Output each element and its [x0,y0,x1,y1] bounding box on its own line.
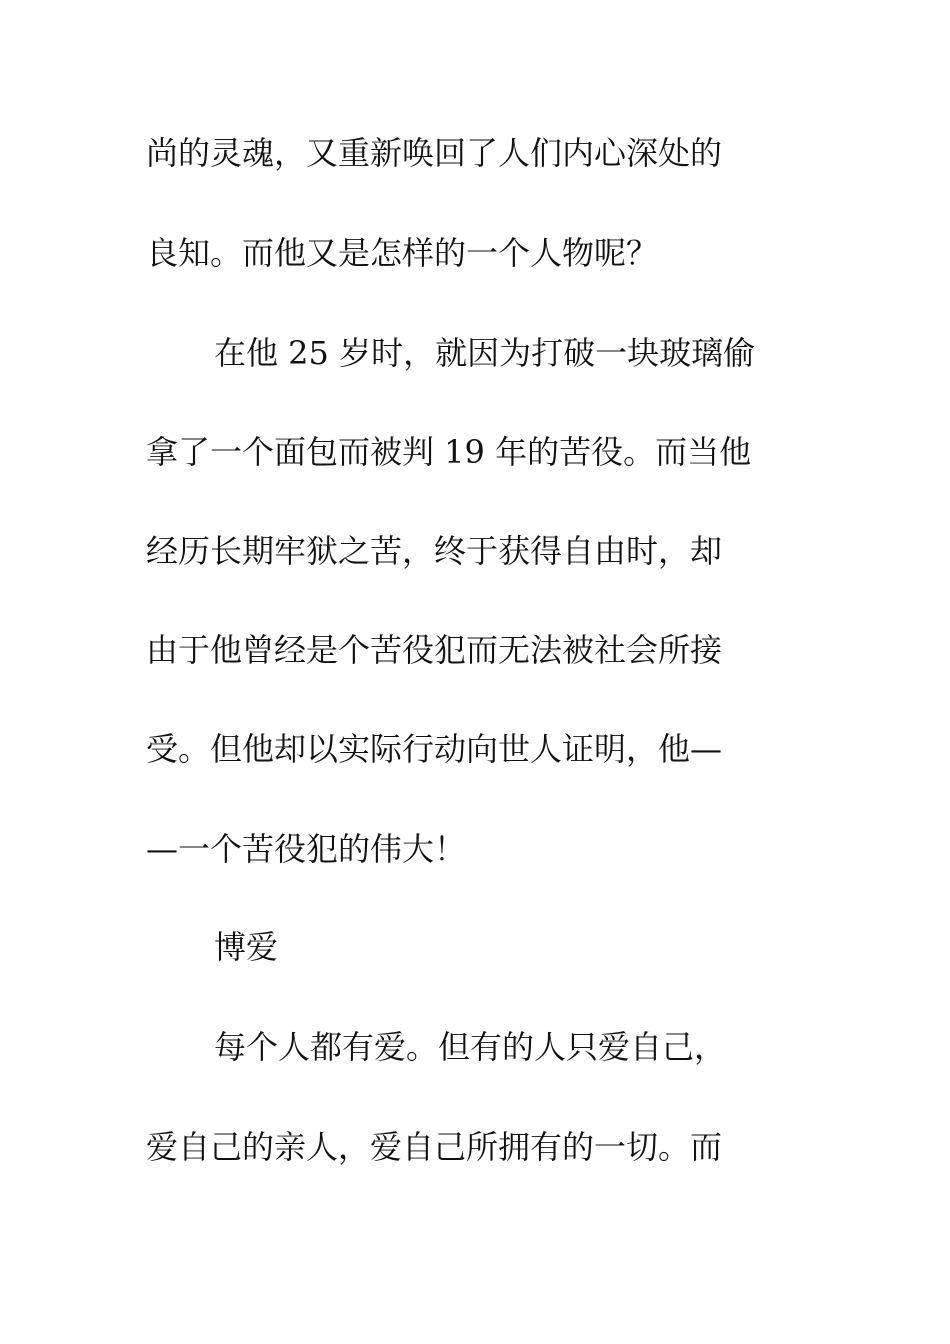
text-line: 经历长期牢狱之苦，终于获得自由时，却 [146,532,723,570]
text-line: 受。但他却以实际行动向世人证明，他— [146,730,723,768]
text-line: 良知。而他又是怎样的一个人物呢？ [146,234,659,272]
text-line: 拿了一个面包而被判 19 年的苦役。而当他 [146,433,752,471]
section-heading: 博爱 [214,928,279,966]
text-line: 由于他曾经是个苦役犯而无法被社会所接 [146,631,723,669]
paragraph-start-line: 每个人都有爱。但有的人只爱自己， [214,1028,727,1066]
paragraph-start-line: 在他 25 岁时，就因为打破一块玻璃偷 [214,334,756,372]
text-line: 尚的灵魂，又重新唤回了人们内心深处的 [146,134,723,172]
text-line: —一个苦役犯的伟大！ [146,830,467,868]
text-line: 爱自己的亲人，爱自己所拥有的一切。而 [146,1128,723,1166]
